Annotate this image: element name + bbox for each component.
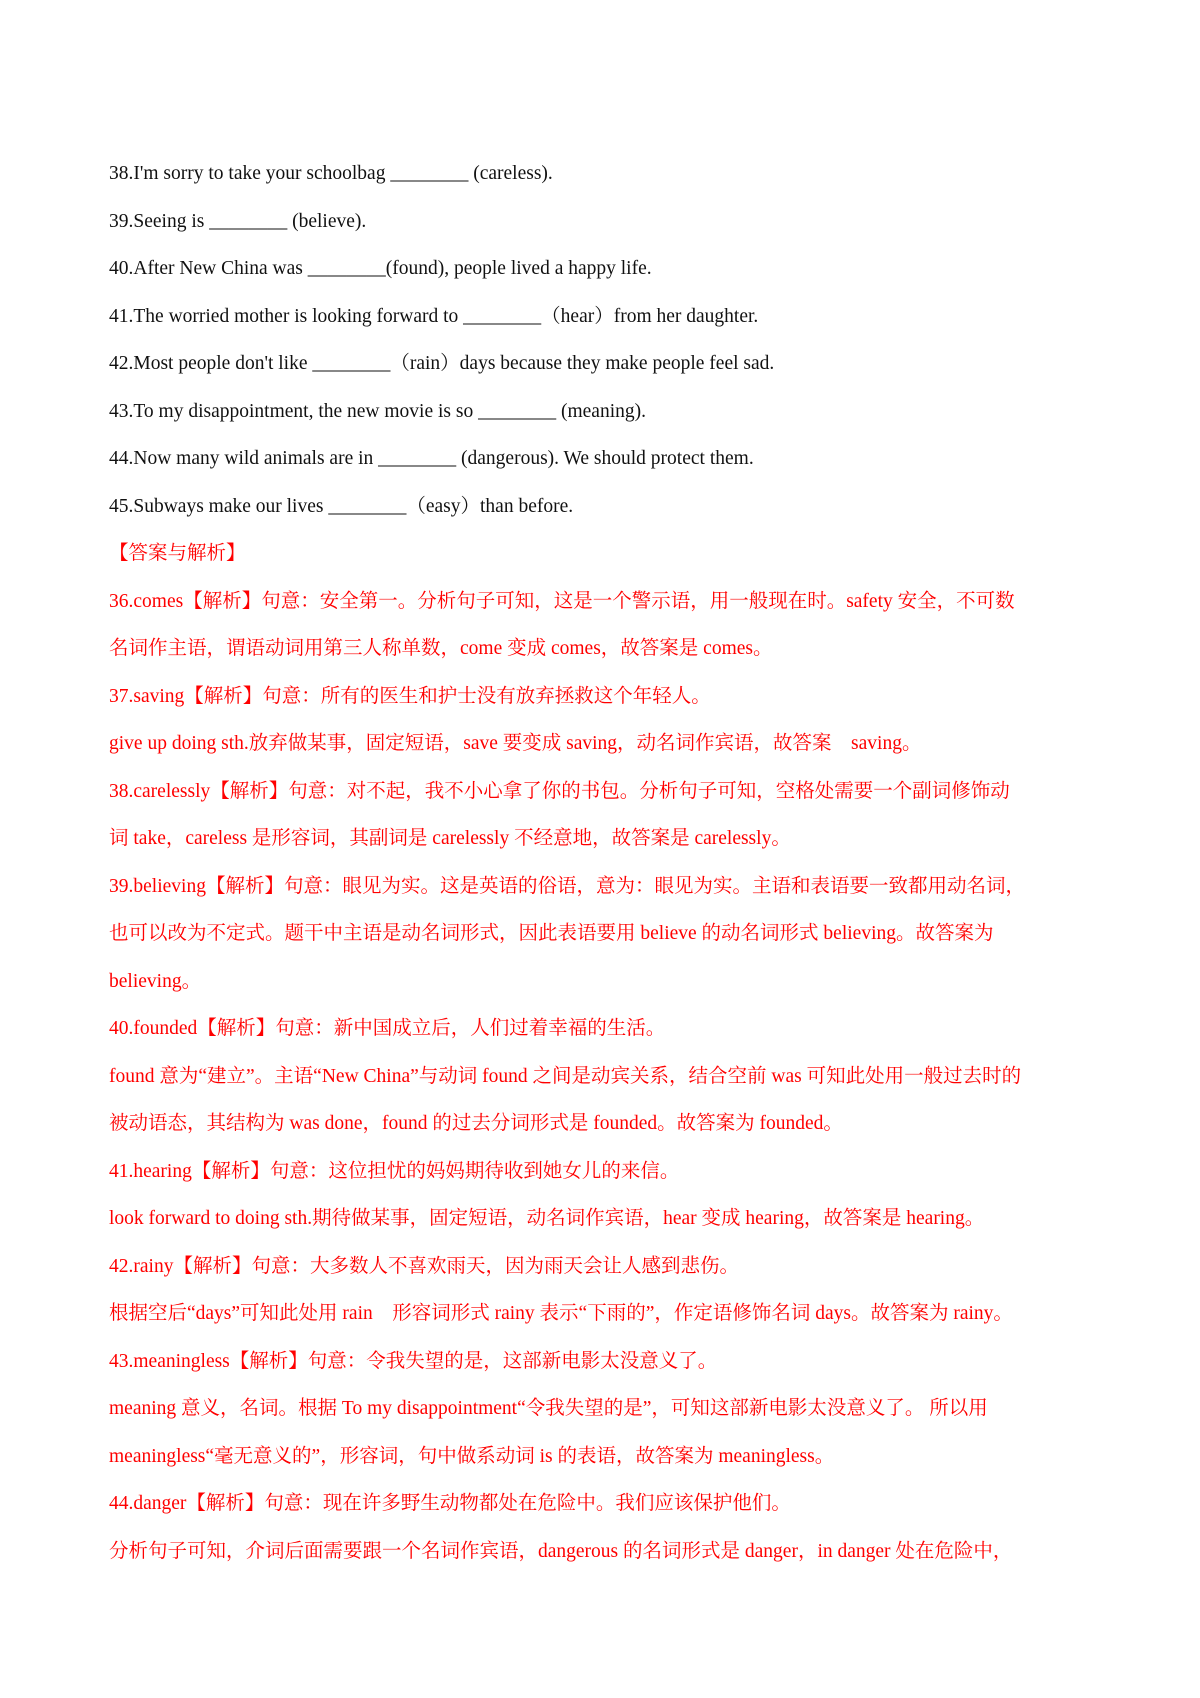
answer-42-line-1: 42.rainy【解析】句意：大多数人不喜欢雨天，因为雨天会让人感到悲伤。: [109, 1255, 739, 1277]
question-40: 40.After New China was ________(found), people lived a happy life.: [109, 258, 652, 279]
answer-36-line-1: 36.comes【解析】句意：安全第一。分析句子可知，这是一个警示语，用一般现在时。safety 安全，不可数: [109, 590, 1015, 612]
answer-38-line-1: 38.carelessly【解析】句意：对不起，我不小心拿了你的书包。分析句子可知，空格处需要一个副词修饰动: [109, 780, 1010, 802]
answer-39-line-2: 也可以改为不定式。题干中主语是动名词形式，因此表语要用 believe 的动名词形式 believing。故答案为: [109, 923, 994, 944]
answer-39-line-3: believing。: [109, 970, 202, 992]
question-42: 42.Most people don't like ________（rain）days because they make people feel sad.: [109, 353, 775, 374]
answer-42-line-2: 根据空后“days”可知此处用 rain 形容词形式 rainy 表示“下雨的”，作定语修饰名词 days。故答案为 rainy。: [109, 1303, 1013, 1324]
answer-37-line-2: give up doing sth.放弃做某事，固定短语，save 要变成 saving，动名词作宾语，故答案 saving。: [109, 733, 922, 754]
answer-43-line-1: 43.meaningless【解析】句意：令我失望的是，这部新电影太没意义了。: [109, 1350, 718, 1372]
question-43: 43.To my disappointment, the new movie is so ________ (meaning).: [109, 400, 646, 422]
answer-36-line-2: 名词作主语，谓语动词用第三人称单数，come 变成 comes，故答案是 comes。: [109, 638, 773, 659]
answer-40-line-1: 40.founded【解析】句意：新中国成立后，人们过着幸福的生活。: [109, 1018, 666, 1039]
question-41: 41.The worried mother is looking forward to ________（hear）from her daughter.: [109, 305, 759, 327]
question-39: 39.Seeing is ________ (believe).: [109, 210, 367, 232]
answer-39-line-1: 39.believing【解析】句意：眼见为实。这是英语的俗语，意为：眼见为实。主语和表语要一致都用动名词，: [109, 875, 1025, 897]
question-44: 44.Now many wild animals are in ________ (dangerous). We should protect them.: [109, 448, 754, 469]
answer-40-line-2: found 意为“建立”。主语“New China”与动词 found 之间是动宾关系，结合空前 was 可知此处用一般过去时的: [109, 1065, 1022, 1087]
answer-41-line-2: look forward to doing sth.期待做某事，固定短语，动名词作宾语，hear 变成 hearing，故答案是 hearing。: [109, 1208, 985, 1229]
answer-heading: 【答案与解析】: [109, 543, 246, 564]
question-45: 45.Subways make our lives ________（easy）than before.: [109, 495, 574, 517]
answer-44-line-2: 分析句子可知，介词后面需要跟一个名词作宾语，dangerous 的名词形式是 danger，in danger 处在危险中，: [109, 1540, 1013, 1562]
page-content: [109, 150, 1101, 1575]
answer-44-line-1: 44.danger【解析】句意：现在许多野生动物都处在危险中。我们应该保护他们。: [109, 1493, 791, 1514]
question-38: 38.I'm sorry to take your schoolbag ________ (careless).: [109, 163, 553, 184]
answer-40-line-3: 被动语态，其结构为 was done，found 的过去分词形式是 founded。故答案为 founded。: [109, 1113, 843, 1134]
answer-43-line-2: meaning 意义，名词。根据 To my disappointment“令我失望的是”，可知这部新电影太没意义了。 所以用: [109, 1398, 988, 1419]
answer-41-line-1: 41.hearing【解析】句意：这位担忧的妈妈期待收到她女儿的来信。: [109, 1160, 680, 1182]
answer-37-line-1: 37.saving【解析】句意：所有的医生和护士没有放弃拯救这个年轻人。: [109, 685, 711, 707]
answer-43-line-3: meaningless“毫无意义的”，形容词，句中做系动词 is 的表语，故答案为 meaningless。: [109, 1445, 835, 1467]
answer-38-line-2: 词 take，careless 是形容词，其副词是 carelessly 不经意地，故答案是 carelessly。: [109, 828, 791, 849]
